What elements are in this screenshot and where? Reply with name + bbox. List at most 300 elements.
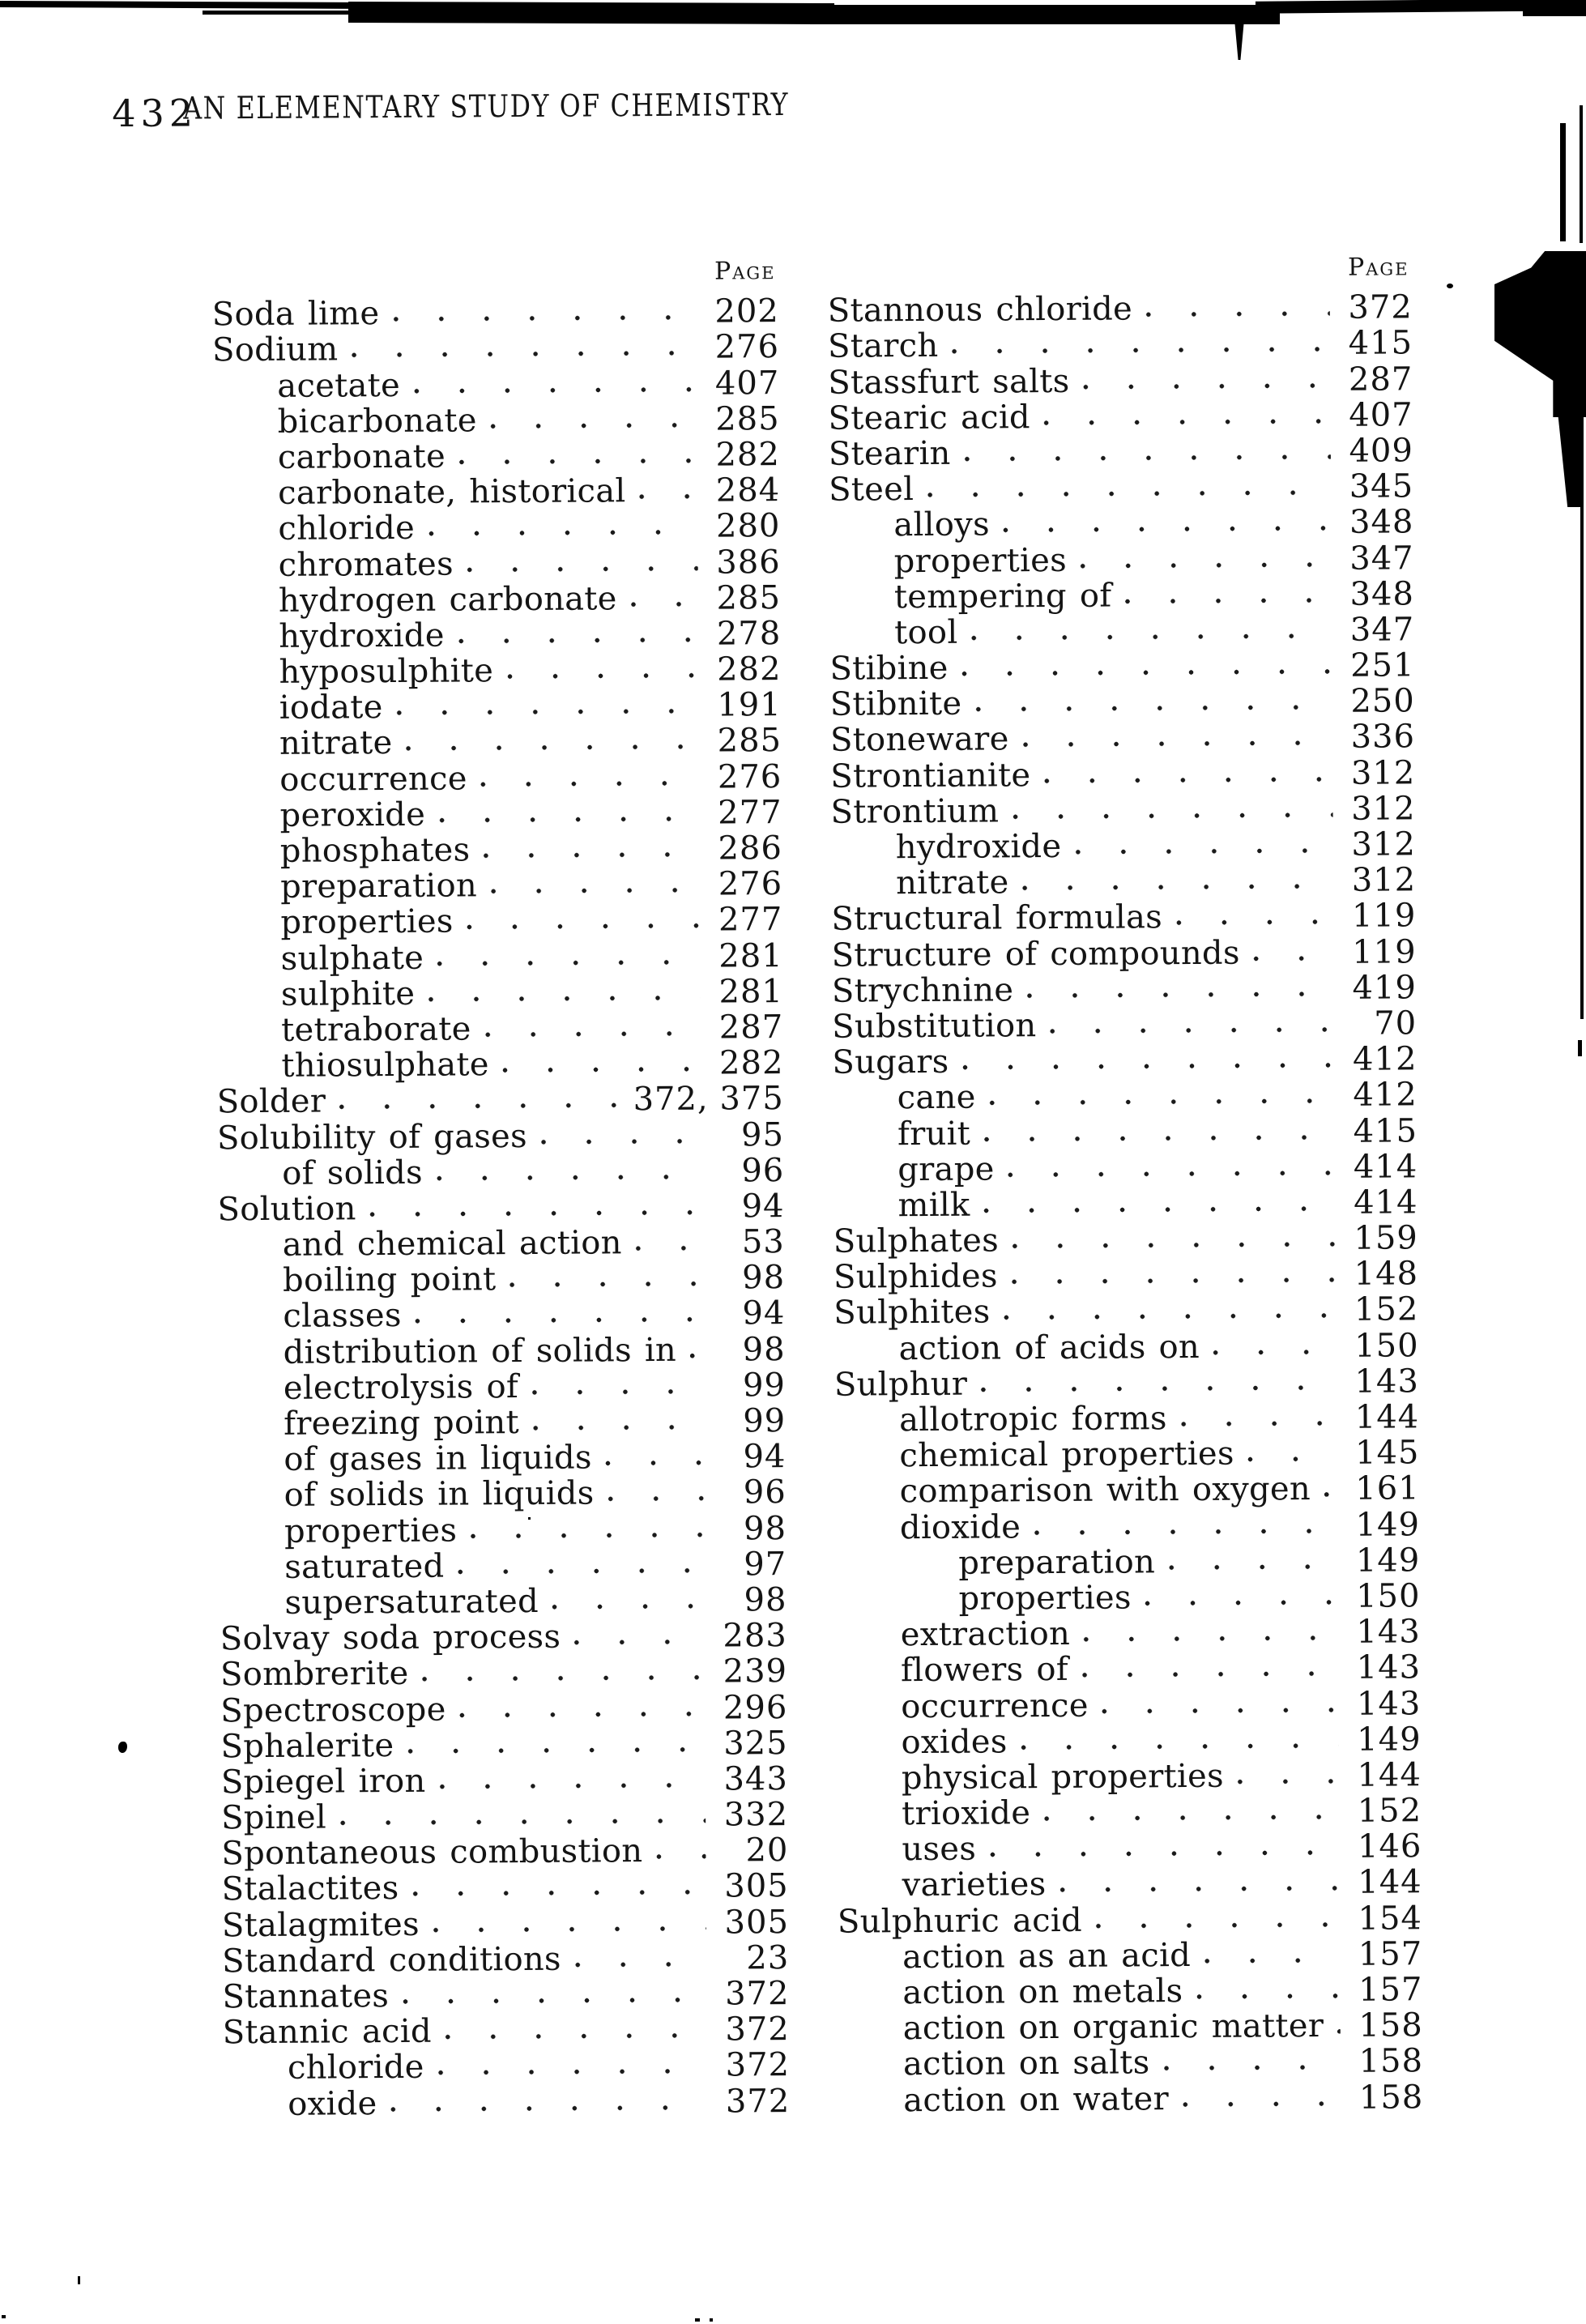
index-entry [829, 431, 1413, 471]
dot-leader [952, 346, 1331, 355]
entry-label: hyposulphite [279, 652, 494, 691]
dot-leader [402, 1997, 706, 2005]
dot-leader [635, 1245, 702, 1252]
dot-leader [1022, 740, 1332, 748]
index-entry [215, 685, 782, 727]
index-entry [216, 972, 783, 1011]
entry-page-number: 251 [1349, 646, 1415, 684]
index-entry [211, 327, 780, 369]
dot-leader [1247, 1456, 1337, 1463]
entry-label: milk [897, 1186, 970, 1225]
index-entry [216, 1008, 783, 1047]
index-entry [213, 471, 780, 510]
entry-page-number: 98 [742, 1330, 786, 1369]
dot-leader [1003, 525, 1332, 533]
dot-leader [552, 1603, 705, 1610]
index-entry [828, 360, 1413, 402]
index-entry [831, 896, 1417, 939]
entry-label: Soda lime [211, 295, 380, 334]
index-entry [830, 789, 1415, 829]
entry-page-number: 145 [1354, 1434, 1420, 1472]
index-entry [833, 1075, 1418, 1115]
dot-leader [467, 565, 698, 573]
dot-leader [1163, 2064, 1341, 2071]
dot-leader [540, 1137, 701, 1145]
dot-leader [1253, 954, 1334, 962]
index-entry [218, 1222, 785, 1264]
entry-label: Stannic acid [222, 2012, 432, 2052]
index-entry [835, 1576, 1420, 1616]
entry-page-number: 158 [1358, 2042, 1424, 2081]
column-header-page: Page [714, 257, 776, 286]
index-entry [836, 1648, 1422, 1690]
dot-leader [483, 851, 700, 859]
entry-label: Stearin [828, 434, 951, 473]
entry-label: Structural formulas [831, 898, 1163, 939]
entry-label: action on organic matter [902, 2007, 1324, 2048]
dot-leader [1237, 1778, 1339, 1785]
entry-page-number: 281 [718, 972, 784, 1011]
entry-page-number: 372 [725, 2082, 791, 2121]
entry-page-number: 415 [1348, 324, 1413, 363]
dot-leader [532, 1424, 703, 1431]
entry-label: electrolysis of [283, 1367, 519, 1407]
entry-page-number: 312 [1351, 861, 1417, 899]
dot-leader [531, 1388, 703, 1395]
dot-leader [1095, 1921, 1340, 1930]
dot-leader [1182, 2100, 1341, 2107]
dot-leader [1081, 1670, 1338, 1678]
entry-label: occurrence [279, 760, 467, 799]
entry-page-number: 96 [743, 1473, 787, 1512]
entry-label: chemical properties [899, 1435, 1234, 1475]
index-entry [213, 435, 780, 474]
entry-label: occurrence [901, 1686, 1089, 1725]
entry-page-number: 20 [745, 1831, 789, 1870]
entry-label: physical properties [901, 1757, 1225, 1797]
index-entry [220, 1616, 787, 1658]
entry-page-number: 348 [1349, 574, 1415, 613]
dot-leader [1008, 1170, 1336, 1178]
entry-label: of solids in liquids [284, 1474, 595, 1515]
entry-label: varieties [902, 1866, 1047, 1904]
entry-label: distribution of solids in [283, 1331, 677, 1371]
index-entry [838, 1970, 1422, 2010]
dot-leader [1074, 847, 1333, 855]
index-entry [827, 323, 1413, 366]
index-entry [215, 829, 782, 868]
entry-label: Stalagmites [221, 1905, 420, 1944]
entry-label: Sphalerite [220, 1726, 394, 1766]
index-entry [215, 900, 783, 942]
dot-leader [406, 744, 700, 752]
entry-page-number: 150 [1355, 1577, 1421, 1615]
dot-leader [369, 1209, 702, 1218]
entry-label: Sugars [832, 1043, 949, 1081]
index-entry [217, 1151, 784, 1190]
entry-page-number: 99 [742, 1366, 787, 1405]
index-entry [220, 1652, 788, 1694]
entry-label: preparation [958, 1543, 1156, 1582]
entry-page-number: 277 [718, 793, 782, 832]
index-entry [219, 1401, 787, 1443]
index-entry [837, 1755, 1422, 1795]
entry-page-number: 305 [724, 1903, 790, 1942]
entry-label: boiling point [282, 1260, 497, 1300]
entry-label: alloys [893, 505, 991, 544]
dot-leader [970, 633, 1332, 642]
index-entry [832, 932, 1417, 972]
index-entry [214, 542, 781, 584]
dot-leader [428, 994, 701, 1002]
index-entry [213, 506, 781, 548]
entry-label: Sulphides [833, 1257, 998, 1296]
entry-page-number: 23 [746, 1938, 790, 1977]
dot-leader [351, 350, 697, 359]
entry-page-number: 119 [1351, 897, 1417, 936]
entry-label: properties [893, 541, 1068, 580]
entry-label: oxide [288, 2084, 377, 2123]
index-entry [220, 1473, 787, 1515]
index-entry [218, 1294, 786, 1336]
entry-label: Solubility of gases [216, 1117, 528, 1157]
dot-leader [1145, 1599, 1338, 1606]
index-entry [829, 610, 1414, 650]
entry-label: carbonate [277, 437, 446, 476]
index-entry [214, 578, 782, 620]
entry-label: Sulphites [834, 1293, 991, 1333]
dot-leader [1043, 1814, 1339, 1822]
dot-leader [639, 493, 698, 500]
index-entry [832, 968, 1417, 1008]
dot-leader [964, 454, 1331, 463]
entry-label: Stannates [222, 1977, 390, 2016]
entry-label: Spiegel iron [220, 1762, 426, 1802]
entry-label: of gases in liquids [284, 1439, 592, 1479]
index-entry [834, 1433, 1419, 1473]
entry-label: Sulphur [834, 1365, 968, 1404]
entry-label: chloride [278, 510, 416, 548]
entry-label: Sulphuric acid [837, 1901, 1083, 1941]
dot-leader [1083, 1635, 1338, 1643]
entry-page-number: 149 [1355, 1505, 1421, 1544]
index-entry [830, 681, 1415, 721]
dot-leader [439, 1782, 706, 1790]
entry-label: Stearic acid [828, 398, 1031, 437]
dot-leader [1102, 1706, 1339, 1714]
dot-leader [412, 1889, 706, 1897]
index-entry [832, 1004, 1418, 1046]
index-entry [837, 1791, 1422, 1831]
entry-label: Starch [827, 327, 939, 366]
entry-page-number: 143 [1356, 1684, 1422, 1723]
entry-label: Substitution [832, 1007, 1037, 1046]
index-entry [220, 1580, 787, 1622]
dot-leader [407, 1746, 705, 1754]
dot-leader [1059, 1885, 1339, 1893]
entry-page-number: 161 [1355, 1469, 1420, 1508]
page-number-folio: 432 [112, 91, 198, 136]
entry-page-number: 407 [714, 364, 780, 403]
entry-label: Stalactites [221, 1870, 399, 1908]
index-entry [223, 2081, 791, 2123]
entry-label: hydroxide [895, 827, 1062, 867]
entry-label: properties [280, 902, 454, 942]
index-entry [835, 1469, 1420, 1511]
entry-page-number: 347 [1349, 539, 1414, 578]
index-entry [216, 1115, 785, 1157]
index-entry [828, 395, 1413, 435]
index-entry [211, 292, 779, 334]
dot-leader [458, 458, 697, 466]
index-entry [834, 1326, 1418, 1366]
dot-leader [445, 2032, 707, 2040]
entry-page-number: 285 [715, 399, 780, 438]
entry-label: tetraborate [281, 1010, 471, 1049]
entry-page-number: 276 [717, 757, 782, 796]
index-entries-right [828, 288, 1424, 2117]
dot-leader [1026, 991, 1334, 999]
entry-page-number: 312 [1350, 753, 1416, 792]
dot-leader [1180, 1420, 1337, 1427]
dot-leader [339, 1818, 706, 1827]
index-entry [838, 1863, 1422, 1903]
entry-page-number: 386 [716, 543, 781, 582]
entry-label: preparation [279, 867, 478, 906]
dot-leader [573, 1639, 705, 1646]
entry-page-number: 99 [743, 1402, 787, 1440]
entry-page-number: 280 [715, 507, 781, 545]
dot-leader [1196, 1993, 1340, 2000]
dot-leader [459, 1710, 706, 1718]
entry-label: cane [897, 1078, 976, 1117]
entry-label: saturated [284, 1547, 445, 1586]
index-entry [838, 2078, 1423, 2117]
index-entry [834, 1254, 1418, 1294]
entry-page-number: 412 [1353, 1076, 1418, 1115]
entry-page-number: 277 [718, 901, 783, 939]
index-entry [219, 1366, 786, 1405]
dot-leader [467, 923, 701, 931]
entry-label: classes [283, 1297, 402, 1336]
entry-page-number: 95 [740, 1115, 785, 1153]
entry-label: flowers of [900, 1651, 1069, 1690]
entry-page-number: 149 [1355, 1542, 1421, 1580]
index-entry [215, 864, 783, 906]
dot-leader [390, 2104, 708, 2112]
entry-page-number: 325 [723, 1724, 788, 1763]
entry-page-number: 305 [724, 1867, 789, 1905]
entry-page-number: 286 [718, 829, 782, 868]
index-entry [830, 753, 1415, 793]
entry-label: action on metals [902, 1972, 1183, 2012]
entry-label: Solution [217, 1190, 356, 1229]
entry-page-number: 282 [716, 650, 782, 689]
entry-page-number: 98 [743, 1509, 787, 1547]
entry-page-number: 94 [742, 1294, 786, 1333]
scan-artifact [2, 2315, 6, 2318]
dot-leader [480, 779, 700, 787]
index-entry [220, 1545, 787, 1584]
entry-label: action as an acid [902, 1936, 1192, 1976]
entry-label: oxides [901, 1723, 1008, 1761]
index-entry [838, 2006, 1423, 2048]
dot-leader [1034, 1527, 1337, 1535]
dot-leader [1337, 2028, 1341, 2035]
dot-leader [1050, 1026, 1335, 1034]
index-entries-left [212, 292, 791, 2121]
entry-page-number: 143 [1356, 1648, 1422, 1687]
index-entry [835, 1541, 1420, 1580]
entry-label: extraction [900, 1615, 1071, 1654]
entry-page-number: 119 [1352, 932, 1417, 971]
dot-leader [1003, 1312, 1336, 1321]
entry-page-number: 70 [1374, 1004, 1418, 1043]
entry-label: Stassfurt salts [828, 362, 1070, 402]
entry-label: fruit [897, 1115, 971, 1153]
entry-page-number: 278 [716, 614, 782, 653]
index-entry [829, 502, 1413, 542]
index-entry [215, 793, 782, 832]
entry-page-number: 96 [741, 1151, 785, 1190]
entry-page-number: 285 [716, 578, 782, 617]
entry-page-number: 345 [1349, 467, 1414, 505]
entry-label: bicarbonate [277, 402, 477, 441]
entry-label: acetate [277, 366, 401, 405]
entry-label: nitrate [895, 864, 1009, 902]
index-entry [223, 2045, 791, 2087]
entry-label: Strontium [830, 792, 1000, 831]
dot-leader [437, 958, 701, 966]
dot-leader [1043, 776, 1332, 784]
index-entry [220, 1724, 788, 1766]
entry-page-number: 143 [1356, 1613, 1421, 1651]
dot-leader [413, 386, 697, 394]
entry-label: chloride [287, 2049, 424, 2087]
dot-leader [1124, 597, 1332, 605]
index-column-left [211, 259, 790, 2121]
entry-label: nitrate [279, 724, 393, 763]
index-entry [833, 1183, 1418, 1225]
entry-label: sulphite [280, 974, 416, 1013]
entry-page-number: 250 [1350, 682, 1415, 721]
entry-page-number: 94 [741, 1187, 785, 1226]
index-entry [837, 1899, 1423, 1941]
entry-label: action on salts [902, 2044, 1150, 2083]
entry-label: properties [284, 1512, 458, 1550]
entry-page-number: 412 [1352, 1040, 1418, 1078]
entry-label: allotropic forms [899, 1400, 1167, 1439]
dot-leader [983, 1205, 1336, 1214]
entry-page-number: 312 [1351, 790, 1416, 828]
index-entry [219, 1437, 787, 1479]
entry-page-number: 283 [723, 1617, 787, 1655]
entry-label: tempering of [893, 577, 1112, 616]
dot-leader [490, 887, 700, 895]
dot-leader [1213, 1349, 1337, 1356]
entry-label: Solder [216, 1082, 326, 1121]
entry-label: carbonate, historical [278, 472, 626, 512]
index-entry [218, 1258, 786, 1300]
entry-label: of solids [282, 1153, 424, 1192]
entry-page-number: 144 [1358, 1863, 1422, 1902]
dot-leader [1012, 812, 1332, 820]
entry-label: Sulphates [833, 1222, 1000, 1260]
entry-page-number: 158 [1358, 2006, 1423, 2045]
entry-page-number: 144 [1357, 1756, 1422, 1794]
entry-page-number: 419 [1352, 969, 1418, 1007]
entry-page-number: 146 [1357, 1827, 1422, 1866]
index-entry [829, 539, 1414, 578]
entry-page-number: 152 [1357, 1792, 1422, 1830]
entry-page-number: 296 [723, 1688, 788, 1727]
entry-label: dioxide [899, 1507, 1021, 1546]
dot-leader [605, 1460, 704, 1467]
entry-label: Spinel [221, 1798, 327, 1837]
index-entry [218, 1330, 785, 1369]
dot-leader [392, 314, 696, 322]
entry-page-number: 157 [1358, 1971, 1423, 2009]
dot-leader [339, 1102, 628, 1111]
entry-page-number: 202 [714, 292, 779, 330]
entry-page-number: 348 [1349, 503, 1414, 542]
column-header-page: Page [1347, 253, 1409, 282]
dot-leader [574, 1960, 706, 1968]
dot-leader [1175, 919, 1333, 926]
entry-label: Structure of compounds [831, 934, 1240, 974]
index-entry [215, 721, 782, 763]
index-entry [829, 574, 1414, 614]
dot-leader [428, 529, 697, 537]
entry-label: Solvay soda process [220, 1618, 561, 1658]
index-entry [212, 399, 780, 441]
entry-label: phosphates [279, 831, 471, 870]
entry-page-number: 284 [715, 471, 781, 510]
dot-leader [509, 1281, 702, 1288]
entry-label: grape [897, 1150, 995, 1188]
index-entry [212, 363, 780, 405]
dot-leader [506, 672, 698, 680]
index-entry [835, 1505, 1420, 1545]
entry-page-number: 150 [1354, 1326, 1419, 1365]
entry-label: Spectroscope [220, 1691, 446, 1729]
entry-page-number: 157 [1358, 1935, 1423, 1973]
index-entry [217, 1187, 785, 1229]
index-entry [220, 1508, 787, 1550]
dot-leader [1324, 1491, 1337, 1498]
index-entry [220, 1687, 788, 1729]
index-entry [832, 1039, 1417, 1079]
dot-leader [630, 600, 698, 608]
entry-label: action on water [903, 2079, 1170, 2119]
dot-leader [989, 1849, 1339, 1858]
entry-label: sulphate [280, 939, 424, 978]
dot-leader [1080, 561, 1332, 569]
index-entry [222, 2010, 790, 2052]
entry-label: supersaturated [284, 1582, 539, 1622]
entry-page-number: 407 [1349, 396, 1413, 434]
entry-label: Sombrerite [220, 1655, 409, 1694]
entry-page-number: 347 [1349, 611, 1415, 649]
dot-leader [962, 1062, 1335, 1071]
entry-page-number: 149 [1357, 1720, 1422, 1759]
dot-leader [689, 1352, 703, 1358]
dot-leader [989, 1098, 1335, 1107]
dot-leader [1168, 1563, 1337, 1571]
entry-page-number: 53 [741, 1223, 785, 1261]
dot-leader [1012, 1241, 1336, 1249]
entry-page-number: 287 [718, 1008, 784, 1047]
